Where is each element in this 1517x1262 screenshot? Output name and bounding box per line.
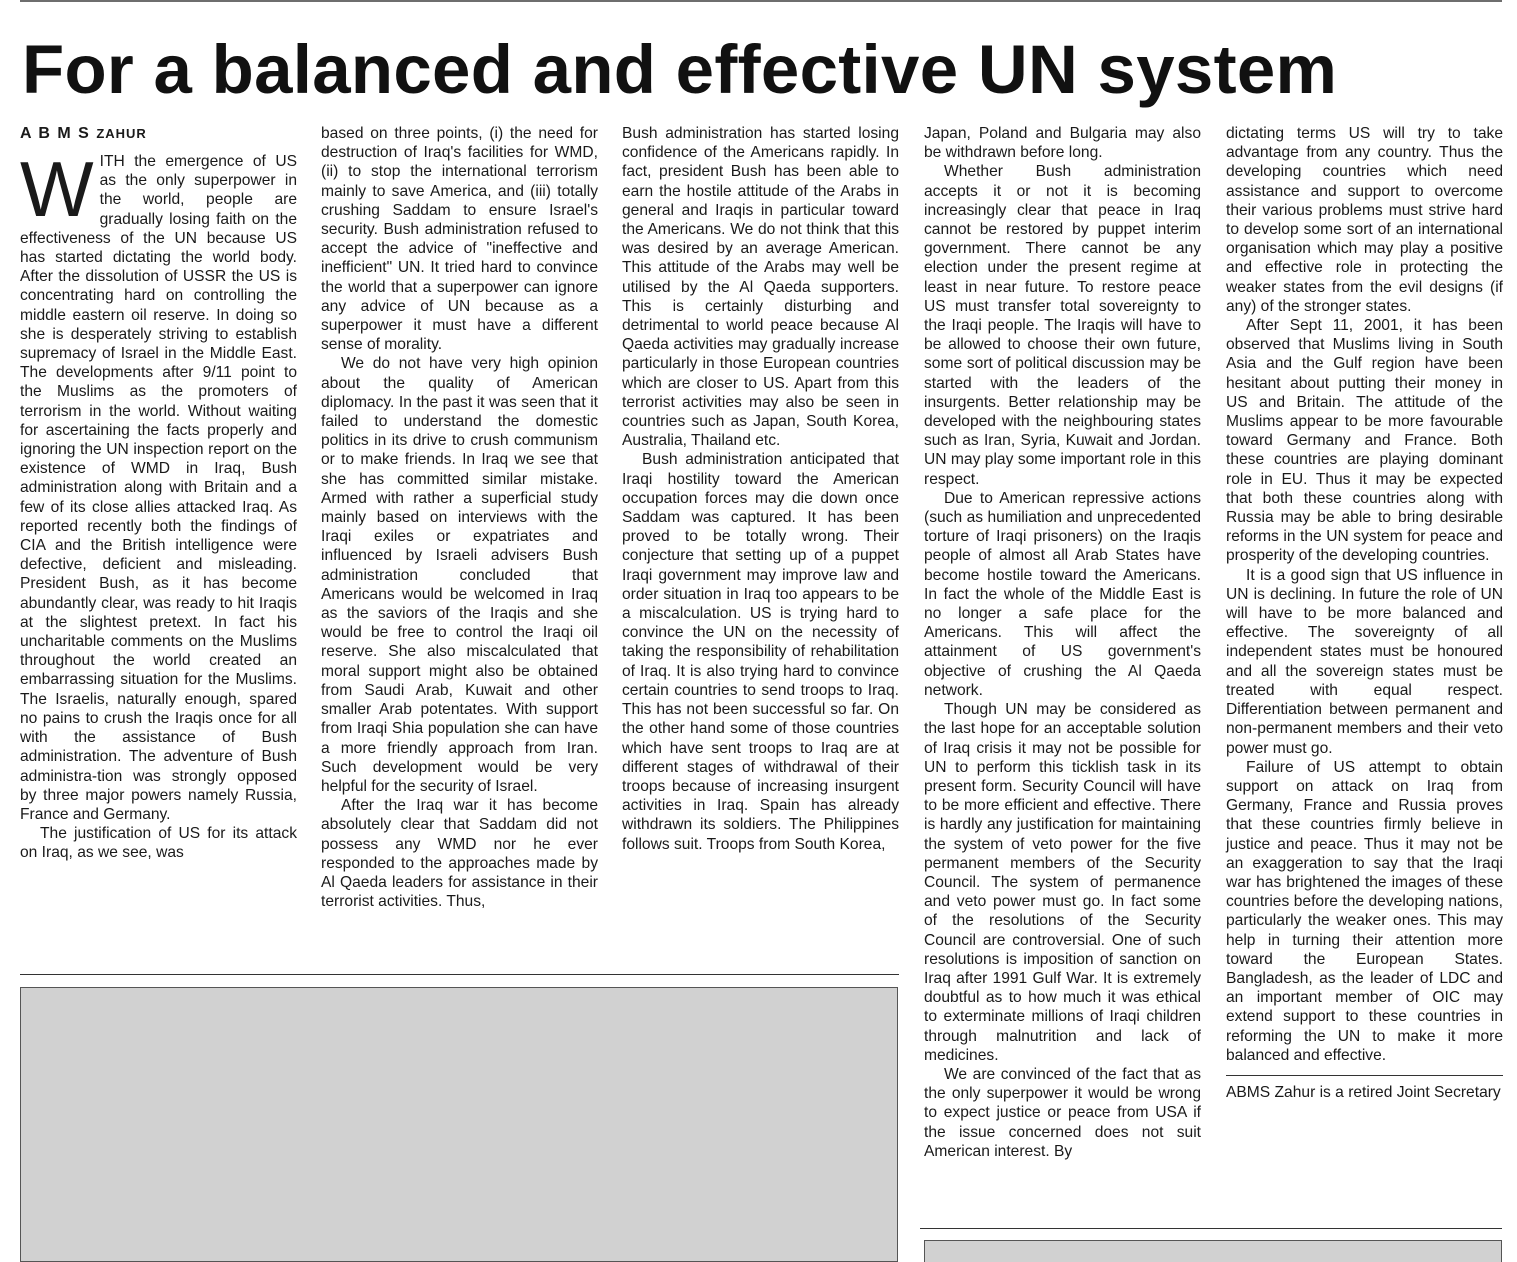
byline [20, 124, 297, 144]
paragraph: After Sept 11, 2001, it has been observed that Muslims living in South Asia and the Gulf region have been hesitant about putting their money in US and Britain. The attitude of the Muslims appear to be more favourable toward Germany and France. Both these countries are playing dominant role in EU. Thus it may be expected that both these countries along with Russia may be able to bring desirable reforms in the UN system for peace and prosperity of the developing countries. [1226, 317, 1503, 565]
paragraph: After the Iraq war it has become absolutely clear that Saddam did not possess any WMD nor he ever responded to the approaches made by Al Qaeda leaders for assistance in their terrorist activities. Thus, [321, 797, 598, 911]
paragraph: Whether Bush administration accepts it or not it is becoming increasingly clear that peace in Iraq cannot be restored by puppet interim government. There cannot be any election under the present regime at least in near future. To restore peace US must transfer total sovereignty to the Iraqi people. The Iraqis will have to be allowed to choose their own future, some sort of political discussion may be started with the leaders of the insurgents. Better relationship may be developed with the neighbouring states such as Iran, Syria, Kuwait and Jordan. UN may play some important role in this respect. [924, 163, 1201, 488]
paragraph: Failure of US attempt to obtain support on attack on Iraq from Germany, France and Russia proves that these countries firmly believe in justice and peace. Thus it may not be an exaggeration to say that the Iraqi war has brightened the images of these countries before the developing nations, particularly the weaker ones. This may help in turning their attention more toward the European States. Bangladesh, as the leader of LDC and an important member of OIC may extend support to these countries in reforming the UN to make it more balanced and effective. [1226, 758, 1503, 1064]
column-5 [1226, 124, 1503, 1103]
paragraph: dictating terms US will try to take advantage from any country. Thus the developing countries which need assistance and support to overcome their various problems must strive hard to develop some sort of an international organisation which may play a positive and effective role in protecting the weaker states from the evil designs (if any) of the stronger states. [1226, 125, 1503, 315]
paragraph: We are convinced of the fact that as the only superpower it would be wrong to expect justice or peace from USA if the issue concerned does not suit American interest. By [924, 1065, 1201, 1160]
advertisement-placeholder [20, 987, 898, 1262]
column-1 [20, 124, 297, 863]
byline-surname: ZAHUR [96, 126, 147, 141]
paragraph: based on three points, (i) the need for destruction of Iraq's facilities for WMD, (ii) to stop the international terrorism mainly to save America, and (iii) totally crushing Saddam to ensure Israel's security. Bush administration refused to accept the advice of "ineffective and inefficient" UN. It tried hard to convince the world that a superpower can ignore any advice of UN because as a superpower it must have a different sense of morality. [321, 125, 598, 354]
paragraph: Japan, Poland and Bulgaria may also be withdrawn before long. [924, 125, 1201, 162]
column-3 [622, 124, 899, 854]
author-note-rule [1226, 1075, 1503, 1076]
paragraph: WITH the emergence of US as the only superpower in the world, people are gradually losing faith on the effectiveness of the UN because US has started dictating the world body. After the dissolution of USSR the US is concentrating hard on controlling the middle eastern oil reserve. In doing so she is desperately striving to establish supremacy of Israel in the Middle East. The developments after 9/11 point to the Muslims as the promoters of terrorism in the world. Without waiting for ascertaining the facts properly and ignoring the UN inspection report on the existence of WMD in Iraq, Bush administration along with Britain and a few of its close allies attacked Iraq. As reported recently both the findings of CIA and the British intelligence were defective, deficient and misleading. President Bush, as it has become abundantly clear, was ready to hit Iraqis at the slightest pretext. In fact his uncharitable comments on the Muslims throughout the world created an embarrassing situation for the Muslims. The Israelis, naturally enough, spared no pains to crush the Iraqis once for all with the assistance of Bush administration. The adventure of Bush administra-tion was strongly opposed by three major powers namely Russia, France and Germany. [20, 145, 297, 823]
paragraph: Bush administration anticipated that Iraqi hostility toward the American occupation forces may die down once Saddam was captured. It has been proved to be totally wrong. Their conjecture that setting up of a puppet Iraqi government may improve law and order situation in Iraq too appears to be a miscalculation. US is trying hard to convince the UN on the necessity of taking the responsibility of rehabilitation of Iraq. It is also trying hard to convince certain countries to send troops to Iraq. This has not been successful so far. On the other hand some of those countries which have sent troops to Iraq are at different stages of withdrawal of their troops because of increasing insurgent activities in Iraq. Spain has already withdrawn its soldiers. The Philippines follows suit. Troops from South Korea, [622, 451, 899, 853]
column-4 [924, 124, 1201, 1161]
column-2 [321, 124, 598, 911]
paragraph: Though UN may be considered as the last hope for an acceptable solution of Iraq crisis it may not be possible for UN to perform this ticklish task in its present form. Security Council will have to be more efficient and effective. There is hardly any justification for maintaining the system of veto power for the five permanent members of the Security Council. The system of permanence and veto power must go. In fact some of the resolutions of the Security Council are controversial. One of such resolutions is imposition of sanction on Iraq after 1991 Gulf War. It is extremely doubtful as to how much it was ethical to exterminate millions of Iraqi children through malnutrition and lack of medicines. [924, 701, 1201, 1064]
advertisement-placeholder [924, 1240, 1502, 1262]
paragraph: Due to American repressive actions (such as humiliation and unprecedented torture of Iraqi prisoners) on the Iraqis people of almost all Arab States have become hostile toward the Americans. In fact the whole of the Middle East is no longer a safe place for the Americans. This will affect the attainment of US government's objective of crushing the Al Qaeda network. [924, 489, 1201, 699]
paragraph: It is a good sign that US influence in UN is declining. In future the role of UN will have to be more balanced and effective. The sovereignty of all independent states must be honoured and all the sovereign states must be treated with equal respect. Differentiation between permanent and non-permanent members and their veto power must go. [1226, 566, 1503, 757]
drop-cap: W [20, 145, 94, 233]
top-rule [20, 0, 1502, 2]
ad-divider-rule [20, 974, 899, 975]
headline: For a balanced and effective UN system [22, 31, 1338, 108]
author-note: ABMS Zahur is a retired Joint Secretary [1226, 1083, 1501, 1101]
ad-divider-rule [920, 1228, 1502, 1229]
paragraph: We do not have very high opinion about the quality of American diplomacy. In the past it was seen that it failed to understand the domestic politics in its drive to crush communism or to make friends. In Iraq we see that she has committed similar mistake. Armed with rather a superficial study mainly based on interviews with the Iraqi exiles or expatriates and influenced by Israeli advisers Bush administration concluded that Americans would be welcomed in Iraq as the saviors of the Iraqis and she would be free to control the Iraqi oil reserve. She also miscalculated that moral support might also be obtained from Saudi Arab, Kuwait and other smaller Arab potentates. With support from Iraqi Shia population she can have a more friendly approach from Iran. Such development would be very helpful for the security of Israel. [321, 355, 598, 795]
paragraph: The justification of US for its attack on Iraq, as we see, was [20, 825, 297, 862]
byline-initials: A B M S [20, 125, 91, 142]
paragraph: Bush administration has started losing confidence of the Americans rapidly. In fact, president Bush has been able to earn the hostile attitude of the Arabs in general and Iraqis in particular toward the Americans. We do not think that this was desired by an average American. This attitude of the Arabs may well be utilised by the Al Qaeda supporters. This is certainly disturbing and detrimental to world peace because Al Qaeda activities may gradually increase particularly in those European countries which are closer to US. Apart from this terrorist activities may also be seen in countries such as Japan, South Korea, Australia, Thailand etc. [622, 125, 899, 450]
